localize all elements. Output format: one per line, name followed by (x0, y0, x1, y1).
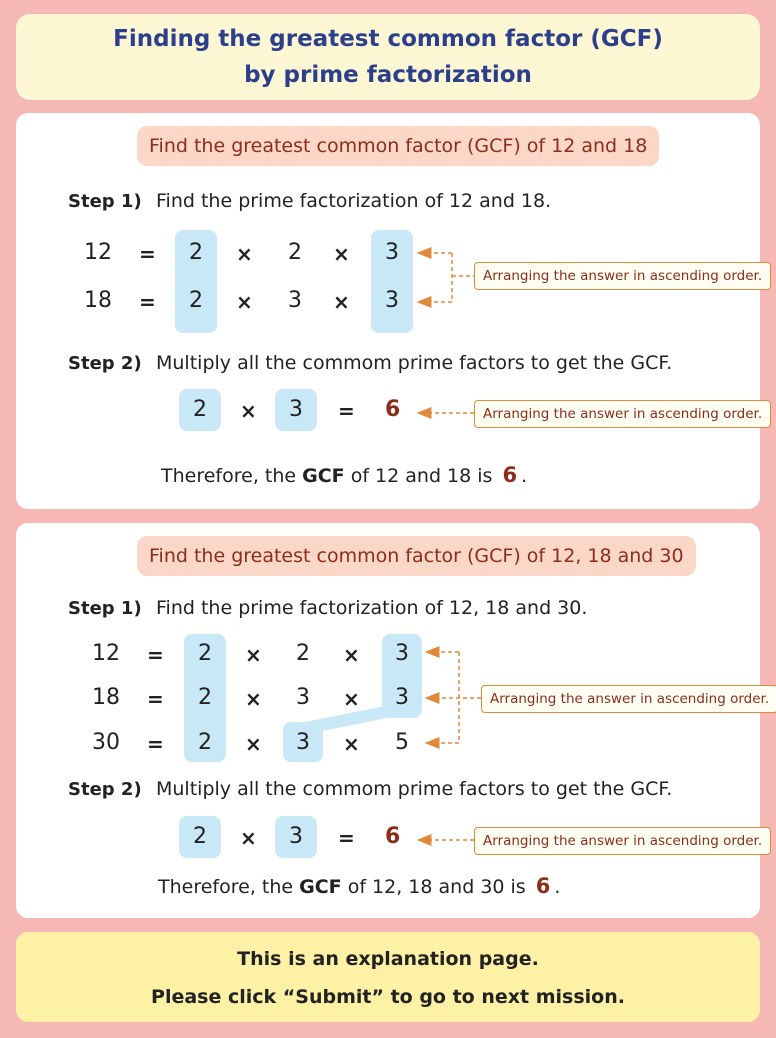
s2-row3-times-1: × (245, 732, 262, 756)
s2-step2-label: Step 2) (68, 779, 142, 800)
s2-row3-number: 30 (92, 730, 120, 755)
s1-row1-factor-2: 2 (288, 240, 302, 265)
s1-row2-factor-3: 3 (385, 288, 399, 313)
s2-row1-equals: = (147, 643, 164, 667)
s2-row1-times-2: × (343, 643, 360, 667)
s1-conclusion-pre: Therefore, the (161, 465, 297, 487)
s2-row2-times-1: × (245, 687, 262, 711)
footer-line-1: This is an explanation page. (237, 948, 539, 970)
s1-conclusion-value: 6 (502, 463, 518, 487)
s2-step1-text: Find the prime factorization of 12, 18 and 30. (156, 597, 588, 619)
s2-row3-times-2: × (343, 732, 360, 756)
s2-row2-equals: = (147, 687, 164, 711)
s1-row2-times-2: × (333, 290, 350, 314)
s1-mult-factor-2: 3 (289, 397, 303, 422)
s2-step2-text: Multiply all the commom prime factors to get the GCF. (156, 778, 673, 800)
s2-ascending-note-1: Arranging the answer in ascending order. (481, 685, 776, 713)
s1-row1-number: 12 (84, 240, 112, 265)
s2-step1-label: Step 1) (68, 598, 142, 619)
s1-row2-factor-2: 3 (288, 288, 302, 313)
s1-step2-label: Step 2) (68, 353, 142, 374)
s1-conclusion-end: . (521, 465, 528, 487)
s1-ascending-note-2: Arranging the answer in ascending order. (474, 400, 771, 428)
s2-mult-times: × (240, 826, 257, 850)
title-line-1: Finding the greatest common factor (GCF) (113, 26, 663, 52)
s2-mult-factor-2: 3 (289, 824, 303, 849)
s2-row1-factor-3: 3 (395, 641, 409, 666)
s1-ascending-note-1: Arranging the answer in ascending order. (474, 262, 771, 290)
s2-ascending-note-2: Arranging the answer in ascending order. (474, 827, 771, 855)
s2-row3-factor-3: 5 (395, 730, 409, 755)
s2-row3-equals: = (147, 732, 164, 756)
footer-line-2: Please click “Submit” to go to next mission. (151, 986, 625, 1008)
s1-row1-times-2: × (333, 242, 350, 266)
example-1-heading: Find the greatest common factor (GCF) of 12 and 18 (137, 126, 659, 166)
s1-row2-times-1: × (236, 290, 253, 314)
s1-row1-factor-3: 3 (385, 240, 399, 265)
s2-conclusion-mid: of 12, 18 and 30 is (347, 876, 526, 898)
s1-row2-factor-1: 2 (189, 288, 203, 313)
s2-row2-number: 18 (92, 685, 120, 710)
s2-row2-factor-2: 3 (296, 685, 310, 710)
s1-gcf-result: 6 (385, 397, 401, 422)
s1-mult-times: × (240, 399, 257, 423)
s2-row1-number: 12 (92, 641, 120, 666)
s2-row3-factor-1: 2 (198, 730, 212, 755)
s2-row3-factor-2: 3 (296, 730, 310, 755)
s2-row2-factor-1: 2 (198, 685, 212, 710)
example-2-heading: Find the greatest common factor (GCF) of 12, 18 and 30 (137, 536, 696, 576)
s2-row1-factor-2: 2 (296, 641, 310, 666)
s2-conclusion-pre: Therefore, the (158, 876, 294, 898)
s2-row2-times-2: × (343, 687, 360, 711)
s1-row1-equals: = (139, 242, 156, 266)
title-line-2: by prime factorization (244, 62, 532, 88)
s1-row1-times-1: × (236, 242, 253, 266)
s1-row2-equals: = (139, 290, 156, 314)
s1-row1-factor-1: 2 (189, 240, 203, 265)
s1-conclusion-gcf: GCF (302, 465, 345, 487)
explanation-footer (16, 932, 760, 1022)
s2-mult-factor-1: 2 (193, 824, 207, 849)
s1-row2-number: 18 (84, 288, 112, 313)
s1-mult-equals: = (338, 399, 355, 423)
s1-step1-text: Find the prime factorization of 12 and 18. (156, 190, 552, 212)
s2-gcf-result: 6 (385, 824, 401, 849)
s2-row1-factor-1: 2 (198, 641, 212, 666)
s2-conclusion-value: 6 (535, 874, 551, 898)
s2-conclusion-gcf: GCF (299, 876, 342, 898)
s1-step2-text: Multiply all the commom prime factors to get the GCF. (156, 352, 673, 374)
s1-mult-factor-1: 2 (193, 397, 207, 422)
s2-row2-factor-3: 3 (395, 685, 409, 710)
s2-row1-times-1: × (245, 643, 262, 667)
s1-step1-label: Step 1) (68, 191, 142, 212)
s2-conclusion-end: . (554, 876, 561, 898)
s2-mult-equals: = (338, 826, 355, 850)
s1-conclusion-mid: of 12 and 18 is (350, 465, 493, 487)
